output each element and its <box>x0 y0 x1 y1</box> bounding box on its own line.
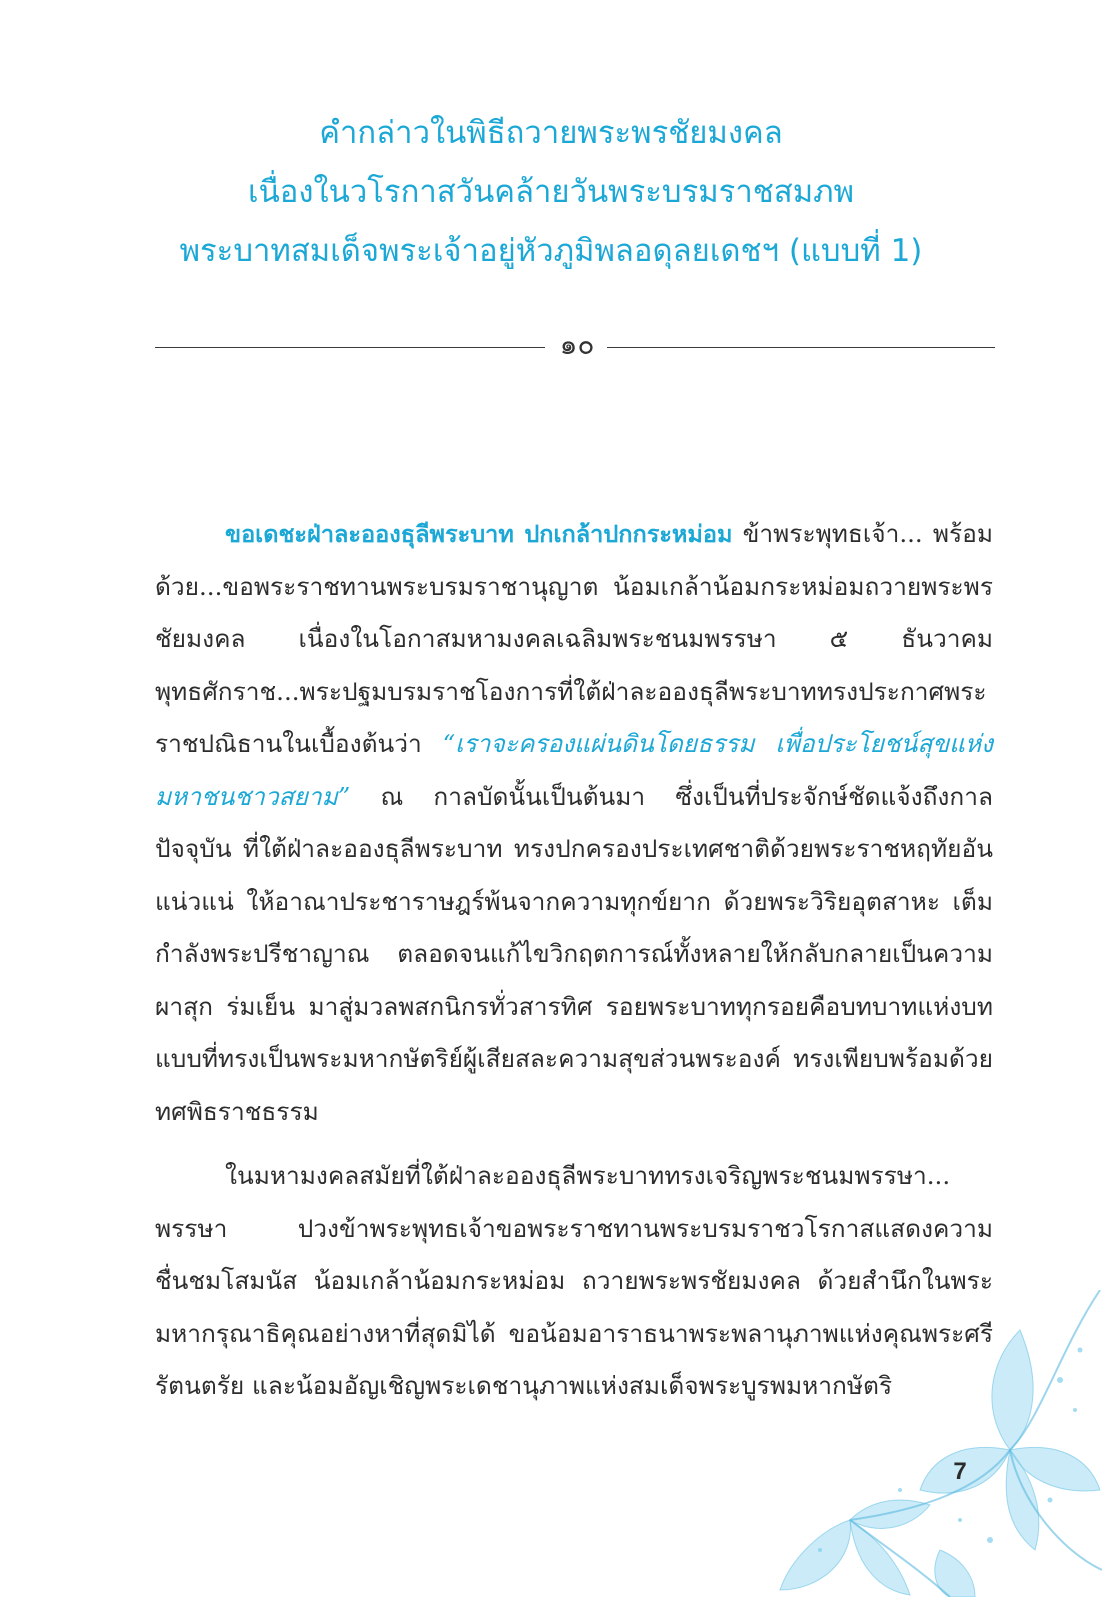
ornamental-divider <box>155 328 995 362</box>
title-line-3: พระบาทสมเด็จพระเจ้าอยู่หัวภูมิพลอดุลยเดชฯ (แบบที่ 1) <box>179 233 923 269</box>
title-line-2: เนื่องในวโรกาสวันคล้ายวันพระบรมราชสมภพ <box>248 174 854 210</box>
page-title <box>120 104 982 281</box>
paragraph-1-text-b: ณ กาลบัดนั้นเป็นต้นมา ซึ่งเป็นที่ประจักษ์ชัดแจ้งถึงกาลปัจจุบัน ที่ใต้ฝ่าละอองธุลีพระบาท ทรงปกครองประเทศชาติด้วยพระราชหฤทัยอันแน่วแน่ ให้อาณาประชาราษฎร์พ้นจากความทุกข์ยาก ด้วยพระวิริยอุตสาหะ เต็มกำลังพระปรีชาญาณ ตลอดจนแก้ไขวิกฤตการณ์ทั้งหลายให้กลับกลายเป็นความผาสุก ร่มเย็น มาสู่มวลพสกนิกรทั่วสารทิศ รอยพระบาททุกรอยคือบทบาทแห่งบทแบบที่ทรงเป็นพระมหากษัตริย์ผู้เสียสละความสุขส่วนพระองค์ ทรงเพียบพร้อมด้วยทศพิธราชธรรม <box>155 781 993 1126</box>
paragraph-1 <box>155 508 993 1138</box>
title-line-1: คำกล่าวในพิธีถวายพระพรชัยมงคล <box>319 115 783 151</box>
paragraph-1-text-a: ข้าพระพุทธเจ้า... พร้อมด้วย...ขอพระราชทานพระบรมราชานุญาต น้อมเกล้าน้อมกระหม่อมถวายพระพรชัยมงคล เนื่องในโอกาสมหามงคลเฉลิมพระชนมพรรษา ๕ ธันวาคม พุทธศักราช...พระปฐมบรมราชโองการที่ใต้ฝ่าละอองธุลีพระบาททรงประกาศพระราชปณิธานในเบื้องต้นว่า <box>155 519 993 758</box>
page-number: 7 <box>953 1458 967 1485</box>
royal-quote: “เราจะครองแผ่นดินโดยธรรม เพื่อประโยชน์สุขแห่งมหาชนชาวสยาม” <box>155 729 993 811</box>
divider-rule-left <box>155 347 545 348</box>
floral-corner-decoration <box>760 1290 1102 1597</box>
paragraph-lead: ขอเดชะฝ่าละอองธุลีพระบาท ปกเกล้าปกกระหม่อม <box>225 520 733 548</box>
body-text <box>155 508 993 1413</box>
divider-rule-right <box>607 347 995 348</box>
paragraph-2-text: ในมหามงคลสมัยที่ใต้ฝ่าละอองธุลีพระบาททรงเจริญพระชนมพรรษา... พรรษา ปวงข้าพระพุทธเจ้าขอพระราชทานพระบรมราชวโรกาสแสดงความชื่นชมโสมนัส น้อมเกล้าน้อมกระหม่อม ถวายพระพรชัยมงคล ด้วยสำนึกในพระมหากรุณาธิคุณอย่างหาที่สุดมิได้ ขอน้อมอาราธนาพระพลานุภาพแห่งคุณพระศรีรัตนตรัย และน้อมอัญเชิญพระเดชานุภาพแห่งสมเด็จพระบูรพมหากษัตริ <box>155 1161 993 1400</box>
thai-numeral-ornament: ๑๐ <box>559 328 595 361</box>
